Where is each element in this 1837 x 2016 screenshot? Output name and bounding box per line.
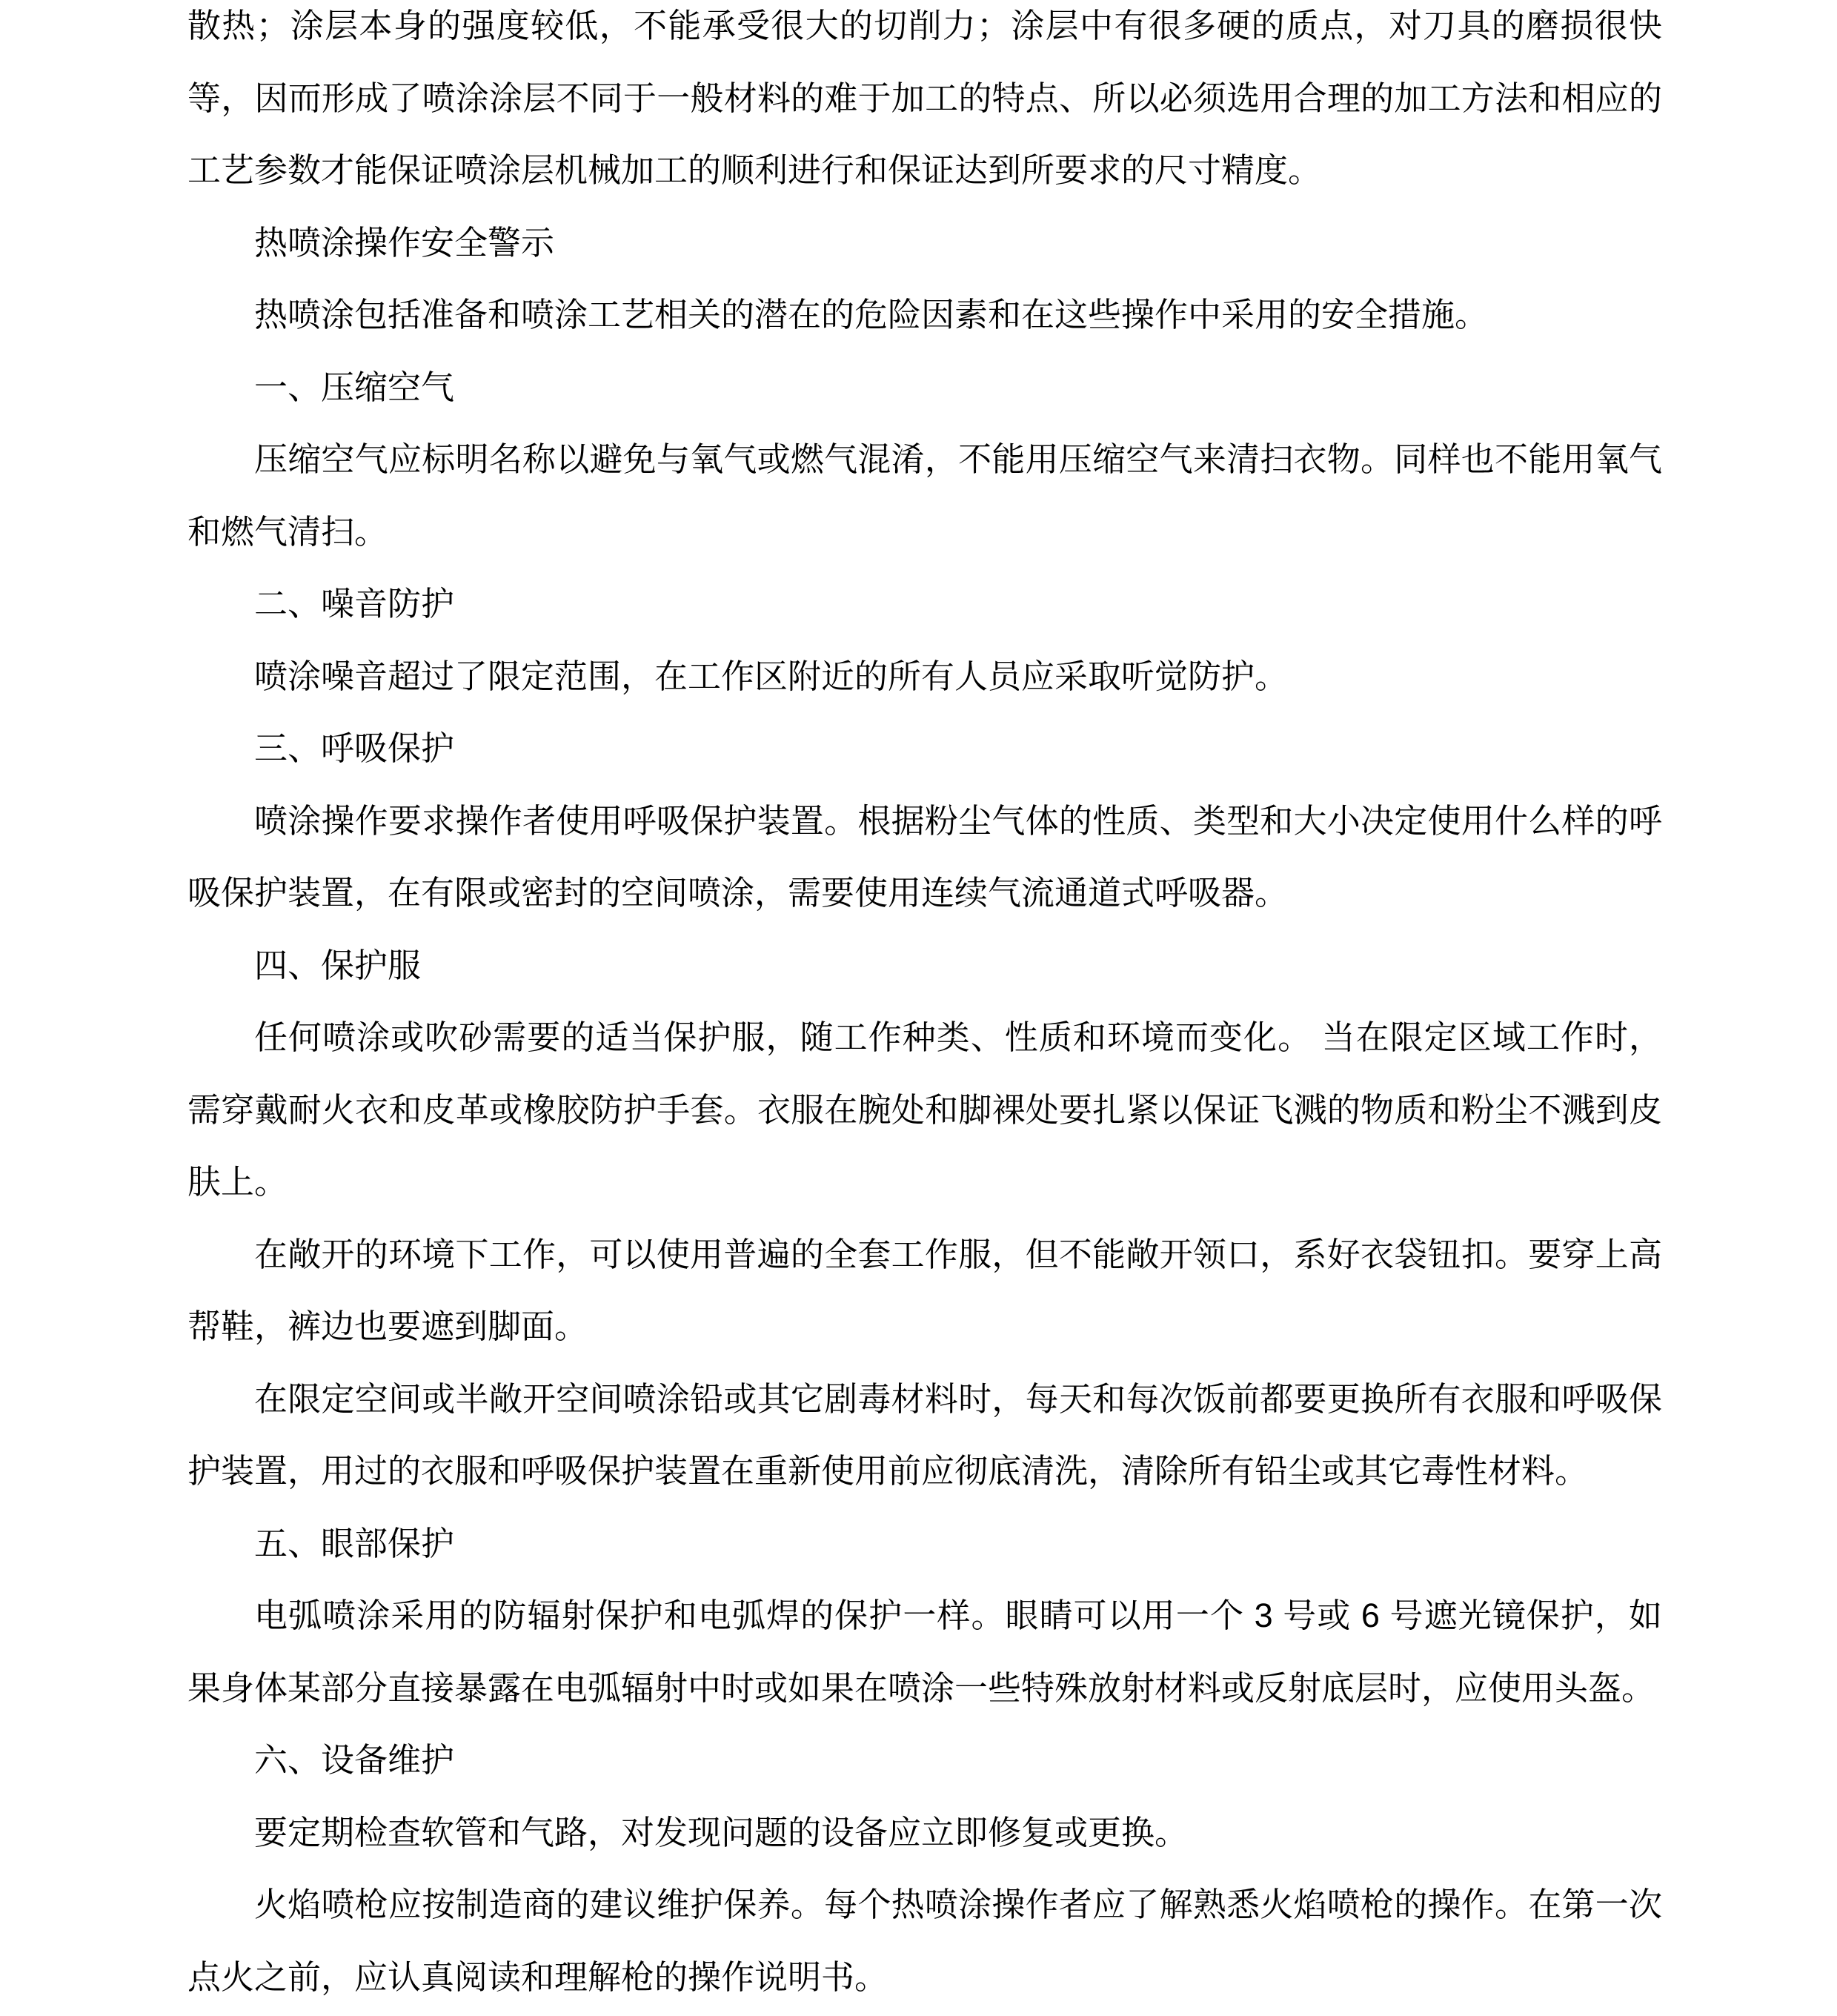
paragraph: 火焰喷枪应按制造商的建议维护保养。每个热喷涂操作者应了解熟悉火焰喷枪的操作。在第一次点火之前，应认真阅读和理解枪的操作说明书。: [187, 1886, 1662, 1996]
paragraph: 二、噪音防护: [254, 585, 455, 623]
paragraph: 一、压缩空气: [254, 368, 455, 406]
paragraph: 六、设备维护: [254, 1741, 455, 1779]
paragraph: 电弧喷涂采用的防辐射保护和电弧焊的保护一样。眼睛可以用一个 3 号或 6 号遮光镜保护，如果身体某部分直接暴露在电弧辐射中时或如果在喷涂一些特殊放射材料或反射底层时，应使用头盔。: [187, 1596, 1662, 1707]
paragraph: 喷涂操作要求操作者使用呼吸保护装置。根据粉尘气体的性质、类型和大小决定使用什么样的呼吸保护装置，在有限或密封的空间喷涂，需要使用连续气流通道式呼吸器。: [187, 801, 1662, 912]
document-body: [187, 0, 1662, 2013]
paragraph: 三、呼吸保护: [254, 729, 455, 767]
paragraph: 热喷涂包括准备和喷涂工艺相关的潜在的危险因素和在这些操作中采用的安全措施。: [254, 296, 1489, 334]
paragraph: 压缩空气应标明名称以避免与氧气或燃气混淆，不能用压缩空气来清扫衣物。同样也不能用氧气和燃气清扫。: [187, 440, 1662, 551]
paragraph: 任何喷涂或吹砂需要的适当保护服，随工作种类、性质和环境而变化。 当在限定区域工作时，需穿戴耐火衣和皮革或橡胶防护手套。衣服在腕处和脚裸处要扎紧以保证飞溅的物质和粉尘不溅到皮肤上。: [187, 1018, 1662, 1201]
paragraph: 要定期检查软管和气路，对发现问题的设备应立即修复或更换。: [254, 1813, 1189, 1851]
paragraph: 散热；涂层本身的强度较低，不能承受很大的切削力；涂层中有很多硬的质点，对刀具的磨损很快等，因而形成了喷涂涂层不同于一般材料的难于加工的特点、所以必须选用合理的加工方法和相应的工艺参数才能保证喷涂层机械加工的顺利进行和保证达到所要求的尺寸精度。: [187, 7, 1662, 189]
paragraph: 四、保护服: [254, 946, 422, 984]
paragraph: 五、眼部保护: [254, 1524, 455, 1562]
paragraph: 热喷涂操作安全警示: [254, 223, 555, 262]
paragraph: 在敞开的环境下工作，可以使用普遍的全套工作服，但不能敞开领口，系好衣袋钮扣。要穿上高帮鞋，裤边也要遮到脚面。: [187, 1235, 1662, 1345]
paragraph: 在限定空间或半敞开空间喷涂铅或其它剧毒材料时，每天和每次饭前都要更换所有衣服和呼吸保护装置，用过的衣服和呼吸保护装置在重新使用前应彻底清洗，清除所有铅尘或其它毒性材料。: [187, 1379, 1662, 1490]
paragraph: 喷涂噪音超过了限定范围，在工作区附近的所有人员应采取听觉防护。: [254, 657, 1289, 695]
